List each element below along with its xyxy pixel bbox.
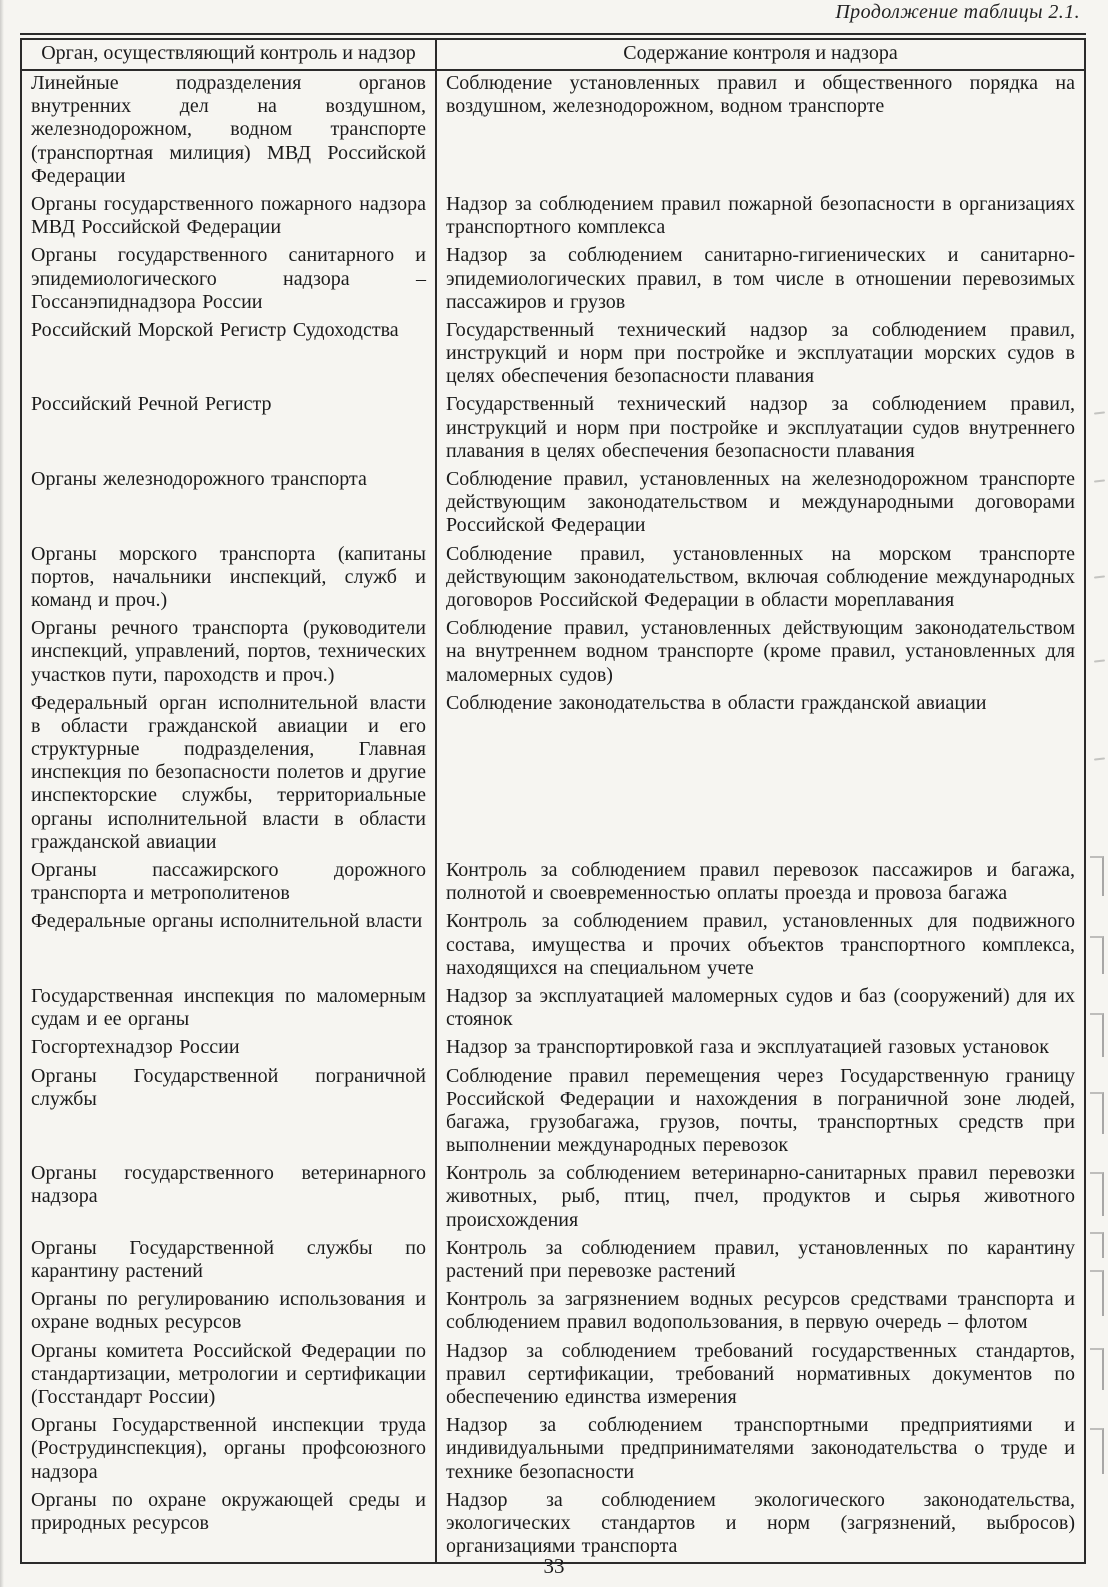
content-cell: Надзор за соблюдением требований государственных стандартов, правил сертификации, требований нормативных документов по обеспечению единства измерения xyxy=(436,1339,1085,1414)
organ-cell: Органы Государственной службы по карантину растений xyxy=(21,1236,436,1287)
table-row xyxy=(21,858,1085,909)
table-row xyxy=(21,70,1085,192)
table-row xyxy=(21,1413,1085,1488)
organ-cell: Органы государственного ветеринарного надзора xyxy=(21,1161,436,1236)
organ-cell: Органы речного транспорта (руководители инспекций, управлений, портов, технических участков пути, пароходств и проч.) xyxy=(21,616,436,691)
organ-cell: Российский Морской Регистр Судоходства xyxy=(21,318,436,393)
content-cell: Контроль за соблюдением правил, установленных для подвижного состава, имущества и прочих объектов транспортного комплекса, находящихся на специальном учете xyxy=(436,909,1085,984)
table-row xyxy=(21,467,1085,542)
organ-cell: Государственная инспекция по маломерным судам и ее органы xyxy=(21,984,436,1035)
organ-cell: Госгортехнадзор России xyxy=(21,1035,436,1063)
content-cell: Соблюдение правил перемещения через Государственную границу Российской Федерации и нахождения в пограничной зоне людей, багажа, грузобагажа, грузов, почты, транспортных средств при выполнении международных перевозок xyxy=(436,1064,1085,1162)
pencil-mark xyxy=(1090,1232,1104,1258)
organ-cell: Органы пассажирского дорожного транспорта и метрополитенов xyxy=(21,858,436,909)
content-cell: Надзор за эксплуатацией маломерных судов и баз (сооружений) для их стоянок xyxy=(436,984,1085,1035)
table-row xyxy=(21,192,1085,243)
content-cell: Контроль за соблюдением правил перевозок пассажиров и багажа, полнотой и своевременностью оплаты проезда и провоза багажа xyxy=(436,858,1085,909)
content-cell: Контроль за соблюдением ветеринарно-санитарных правил перевозки животных, рыб, птиц, пчел, продуктов и сырья животного происхождения xyxy=(436,1161,1085,1236)
organ-cell: Органы комитета Российской Федерации по стандартизации, метрологии и сертификации (Госстандарт России) xyxy=(21,1339,436,1414)
content-cell: Государственный технический надзор за соблюдением правил, инструкций и норм при постройке и эксплуатации морских судов в целях обеспечения безопасности плавания xyxy=(436,318,1085,393)
content-cell: Контроль за загрязнением водных ресурсов средствами транспорта и соблюдением правил водопользования, в первую очередь – флотом xyxy=(436,1287,1085,1338)
pencil-mark xyxy=(1090,856,1104,896)
organ-cell: Федеральные органы исполнительной власти xyxy=(21,909,436,984)
pencil-mark xyxy=(1090,1270,1104,1316)
organ-column-header: Орган, осуществляющий контроль и надзор xyxy=(21,39,436,70)
table-row xyxy=(21,542,1085,617)
table-row xyxy=(21,909,1085,984)
table-row xyxy=(21,1236,1085,1287)
content-cell: Контроль за соблюдением правил, установленных по карантину растений при перевозке растений xyxy=(436,1236,1085,1287)
table-row xyxy=(21,1035,1085,1063)
content-cell: Надзор за соблюдением транспортными предприятиями и индивидуальными предпринимателями законодательства о труде и технике безопасности xyxy=(436,1413,1085,1488)
pencil-mark xyxy=(1090,1348,1104,1390)
table-row xyxy=(21,1161,1085,1236)
table-row xyxy=(21,984,1085,1035)
organ-cell: Органы Государственной инспекции труда (Рострудинспекция), органы профсоюзного надзора xyxy=(21,1413,436,1488)
table-row xyxy=(21,1488,1085,1564)
table-row xyxy=(21,1339,1085,1414)
pencil-mark xyxy=(1094,411,1105,414)
organ-cell: Российский Речной Регистр xyxy=(21,392,436,467)
pencil-mark xyxy=(1090,936,1104,974)
organ-cell: Органы по регулированию использования и охране водных ресурсов xyxy=(21,1287,436,1338)
organ-cell: Федеральный орган исполнительной власти в области гражданской авиации и его структурные подразделения, Главная инспекция по безопасности полетов и другие инспекторские службы, территориальные органы исполнительной власти в области гражданской авиации xyxy=(21,691,436,858)
table-body xyxy=(21,70,1085,1563)
content-cell: Надзор за соблюдением экологического законодательства, экологических стандартов и норм (загрязнений, выбросов) организациями транспорта xyxy=(436,1488,1085,1564)
table-wrapper xyxy=(20,33,1086,1564)
pencil-mark xyxy=(1094,659,1105,662)
content-cell: Соблюдение правил, установленных на железнодорожном транспорте действующим законодательством и международными договорами Российской Федерации xyxy=(436,467,1085,542)
table-row xyxy=(21,1287,1085,1338)
pencil-mark xyxy=(1094,575,1105,578)
content-cell: Соблюдение правил, установленных на морском транспорте действующим законодательством, включая соблюдение международных договоров Российской Федерации в области мореплавания xyxy=(436,542,1085,617)
content-column-header: Содержание контроля и надзора xyxy=(436,39,1085,70)
table-row xyxy=(21,318,1085,393)
content-cell: Государственный технический надзор за соблюдением правил, инструкций и норм при постройке и эксплуатации судов внутреннего плавания в целях обеспечения безопасности плавания xyxy=(436,392,1085,467)
pencil-mark xyxy=(1094,757,1105,760)
page-number: 33 xyxy=(543,1554,565,1578)
scan-edge-shadow xyxy=(0,0,4,1587)
content-cell: Надзор за транспортировкой газа и эксплуатацией газовых установок xyxy=(436,1035,1085,1063)
organ-cell: Органы Государственной пограничной службы xyxy=(21,1064,436,1162)
table-row xyxy=(21,691,1085,858)
organ-cell: Органы железнодорожного транспорта xyxy=(21,467,436,542)
organ-cell: Линейные подразделения органов внутренних дел на воздушном, железнодорожном, водном транспорте (транспортная милиция) МВД Российской Федерации xyxy=(21,70,436,192)
content-cell: Соблюдение законодательства в области гражданской авиации xyxy=(436,691,1085,858)
header-row xyxy=(21,39,1085,70)
table-row xyxy=(21,392,1085,467)
table-row xyxy=(21,616,1085,691)
content-cell: Соблюдение правил, установленных действующим законодательством на внутреннем водном транспорте (кроме правил, установленных для маломерных судов) xyxy=(436,616,1085,691)
pencil-mark xyxy=(1090,1428,1104,1474)
table-row xyxy=(21,243,1085,318)
organ-cell: Органы морского транспорта (капитаны портов, начальники инспекций, служб и команд и проч.) xyxy=(21,542,436,617)
content-cell: Надзор за соблюдением санитарно-гигиенических и санитарно-эпидемиологических правил, в том числе в отношении перевозимых пассажиров и грузов xyxy=(436,243,1085,318)
organ-cell: Органы государственного пожарного надзора МВД Российской Федерации xyxy=(21,192,436,243)
table-continuation-caption: Продолжение таблицы 2.1. xyxy=(835,1,1080,23)
control-supervision-table xyxy=(20,38,1086,1564)
pencil-mark xyxy=(1090,1013,1104,1057)
pencil-mark xyxy=(1090,1092,1104,1134)
pencil-mark xyxy=(1090,1172,1104,1216)
content-cell: Надзор за соблюдением правил пожарной безопасности в организациях транспортного комплекса xyxy=(436,192,1085,243)
pencil-mark xyxy=(1094,479,1105,482)
organ-cell: Органы по охране окружающей среды и природных ресурсов xyxy=(21,1488,436,1564)
content-cell: Соблюдение установленных правил и общественного порядка на воздушном, железнодорожном, водном транспорте xyxy=(436,70,1085,192)
organ-cell: Органы государственного санитарного и эпидемиологического надзора – Госсанэпиднадзора России xyxy=(21,243,436,318)
table-row xyxy=(21,1064,1085,1162)
